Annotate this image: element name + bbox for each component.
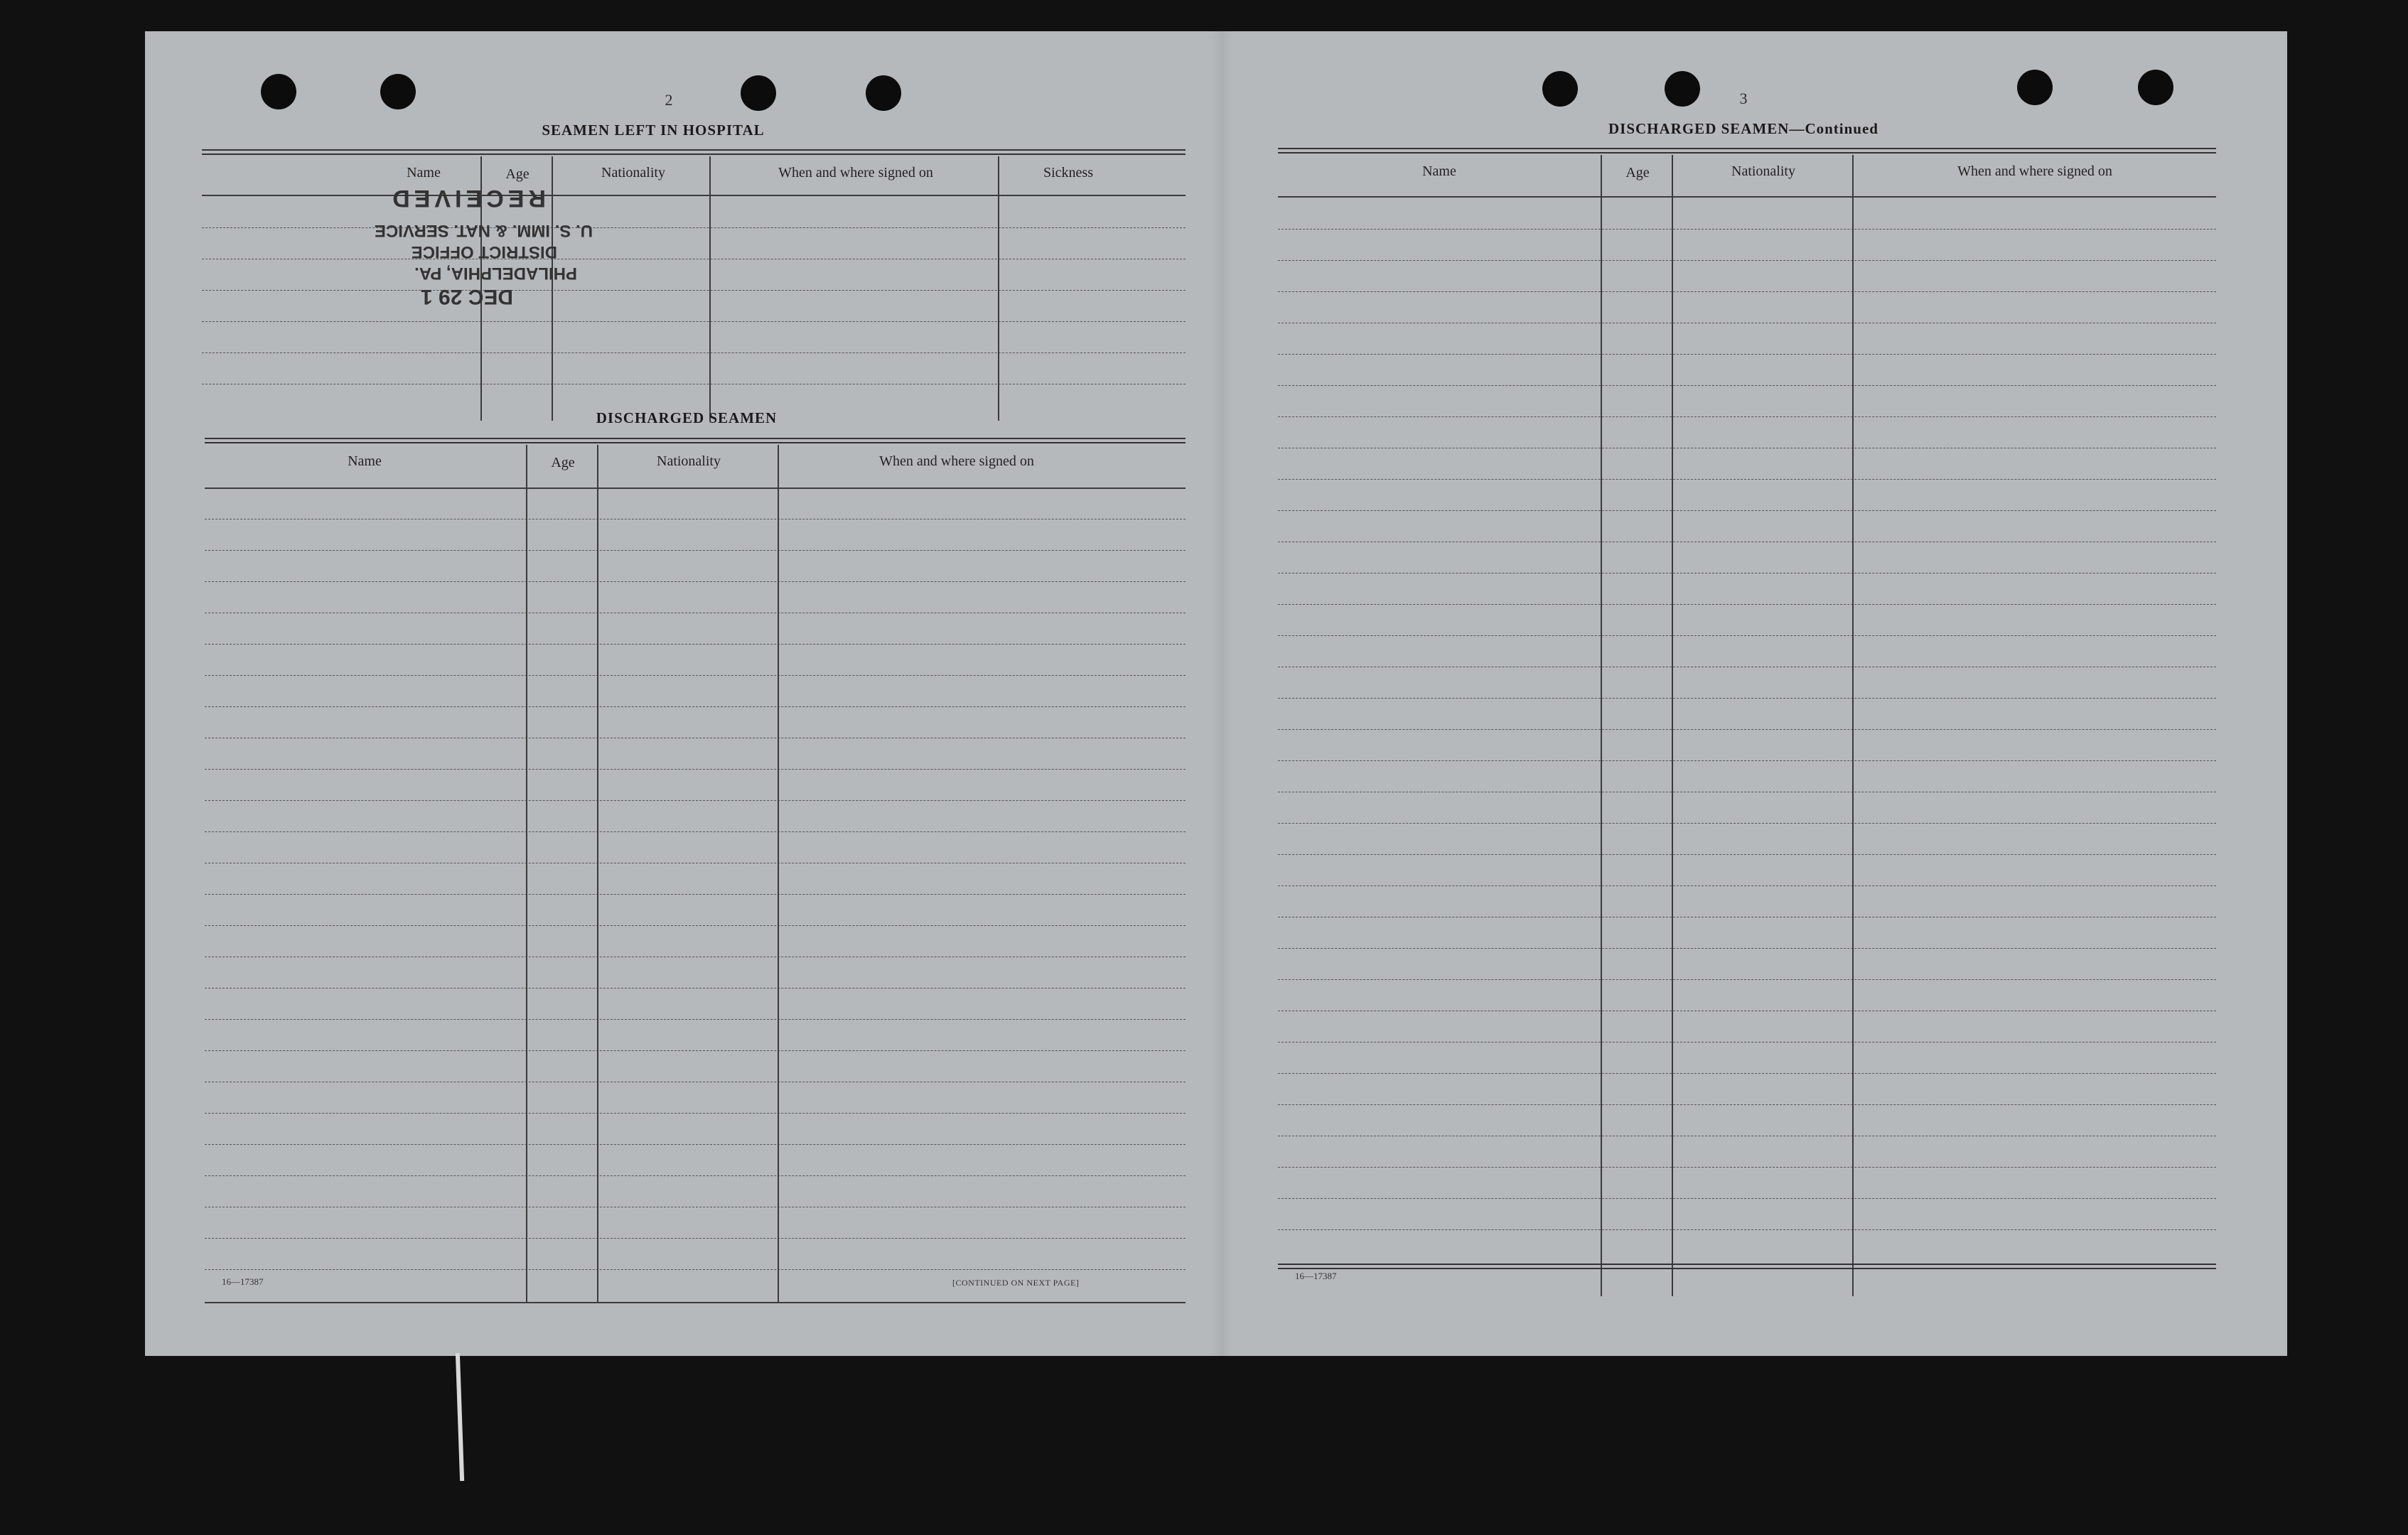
right-col-divider	[1852, 155, 1854, 1296]
punch-hole	[261, 74, 296, 109]
punch-hole	[2017, 70, 2053, 105]
discharged-bottom-line	[205, 1302, 1186, 1303]
stamp-line: U. S. IMM. & NAT. SERVICE	[374, 221, 593, 240]
ruled-row-line	[205, 769, 1186, 770]
hospital-title-rule	[202, 149, 1186, 151]
punch-hole	[2138, 70, 2173, 105]
ruled-row-line	[205, 1269, 1186, 1270]
ruled-row-line	[1278, 416, 2216, 417]
ruled-row-line	[205, 800, 1186, 801]
ruled-row-line	[205, 550, 1186, 551]
discharged-title-rule	[205, 438, 1186, 439]
ruled-row-line	[1278, 510, 2216, 511]
hospital-col-divider	[709, 156, 711, 421]
discharged-col-divider	[526, 445, 527, 1302]
ruled-row-line	[205, 1113, 1186, 1114]
punch-hole	[1542, 71, 1578, 107]
right-col-name: Name	[1422, 163, 1456, 179]
ruled-row-line	[1278, 760, 2216, 761]
hospital-col-nationality: Nationality	[601, 165, 665, 181]
right-col-nationality: Nationality	[1731, 163, 1795, 179]
binding-thread	[456, 1353, 464, 1481]
right-col-age: Age	[1625, 165, 1650, 181]
ruled-row-line	[1278, 635, 2216, 636]
ruled-row-line	[1278, 385, 2216, 386]
ruled-row-line	[1278, 948, 2216, 949]
discharged-col-age: Age	[551, 455, 575, 470]
spread-fold	[1211, 31, 1232, 1356]
ruled-row-line	[1278, 885, 2216, 886]
right-header-line	[1278, 196, 2216, 198]
hospital-col-signed-on: When and where signed on	[778, 165, 933, 181]
ruled-row-line	[1278, 823, 2216, 824]
punch-hole	[380, 74, 416, 109]
received-stamp	[335, 166, 620, 330]
hospital-col-age: Age	[505, 166, 530, 182]
ruled-row-line	[205, 925, 1186, 926]
form-code-left: 16—17387	[222, 1276, 264, 1287]
stamp-line: RECEIVED	[388, 185, 546, 212]
ruled-row-line	[1278, 1042, 2216, 1043]
ruled-row-line	[1278, 229, 2216, 230]
page-number-right: 3	[1739, 90, 1748, 107]
discharged-header-line	[205, 488, 1186, 489]
ruled-row-line	[205, 831, 1186, 832]
discharged-col-signed-on: When and where signed on	[879, 453, 1034, 469]
hospital-col-divider	[998, 156, 999, 421]
ruled-row-line	[205, 644, 1186, 645]
punch-hole	[1665, 71, 1700, 107]
ruled-row-line	[205, 1238, 1186, 1239]
ruled-row-line	[205, 894, 1186, 895]
discharged-section-title: DISCHARGED SEAMEN	[596, 409, 778, 426]
ruled-row-line	[1278, 1229, 2216, 1230]
ruled-row-line	[202, 352, 1186, 353]
ruled-row-line	[1278, 479, 2216, 480]
continued-note: [CONTINUED ON NEXT PAGE]	[952, 1278, 1080, 1288]
right-col-divider	[1601, 155, 1602, 1296]
ruled-row-line	[205, 675, 1186, 676]
stamp-line: PHILADELPHIA, PA.	[414, 264, 577, 283]
punch-hole	[741, 75, 776, 111]
ruled-row-line	[205, 1050, 1186, 1051]
ruled-row-line	[1278, 1073, 2216, 1074]
ruled-row-line	[1278, 1104, 2216, 1105]
stamp-line: DISTRICT OFFICE	[411, 242, 557, 262]
ruled-row-line	[205, 1144, 1186, 1145]
ruled-row-line	[1278, 854, 2216, 855]
ruled-row-line	[1278, 1167, 2216, 1168]
punch-hole	[866, 75, 901, 111]
right-col-divider	[1672, 155, 1673, 1296]
ruled-row-line	[205, 581, 1186, 582]
ruled-row-line	[205, 1019, 1186, 1020]
ruled-row-line	[1278, 1198, 2216, 1199]
discharged-continued-title: DISCHARGED SEAMEN—Continued	[1608, 120, 1878, 137]
ruled-row-line	[1278, 260, 2216, 261]
hospital-col-name: Name	[407, 165, 441, 181]
ruled-row-line	[205, 988, 1186, 989]
ruled-row-line	[1278, 729, 2216, 730]
ledger-spread	[145, 31, 2287, 1356]
hospital-section-title: SEAMEN LEFT IN HOSPITAL	[542, 122, 765, 139]
ruled-row-line	[205, 706, 1186, 707]
form-code-right: 16—17387	[1295, 1271, 1337, 1281]
ruled-row-line	[205, 1175, 1186, 1176]
ruled-row-line	[1278, 604, 2216, 605]
stamp-line: DEC 29 1	[420, 285, 513, 308]
discharged-col-divider	[597, 445, 598, 1302]
discharged-col-nationality: Nationality	[657, 453, 721, 469]
discharged-col-divider	[778, 445, 779, 1302]
right-title-rule	[1278, 148, 2216, 149]
right-bottom-rule	[1278, 1264, 2216, 1265]
ruled-row-line	[1278, 698, 2216, 699]
discharged-col-name: Name	[348, 453, 382, 469]
ruled-row-line	[1278, 354, 2216, 355]
hospital-col-sickness: Sickness	[1043, 165, 1093, 181]
ruled-row-line	[1278, 291, 2216, 292]
page-number-left: 2	[665, 91, 673, 109]
right-col-signed-on: When and where signed on	[1957, 163, 2112, 179]
ruled-row-line	[1278, 979, 2216, 980]
